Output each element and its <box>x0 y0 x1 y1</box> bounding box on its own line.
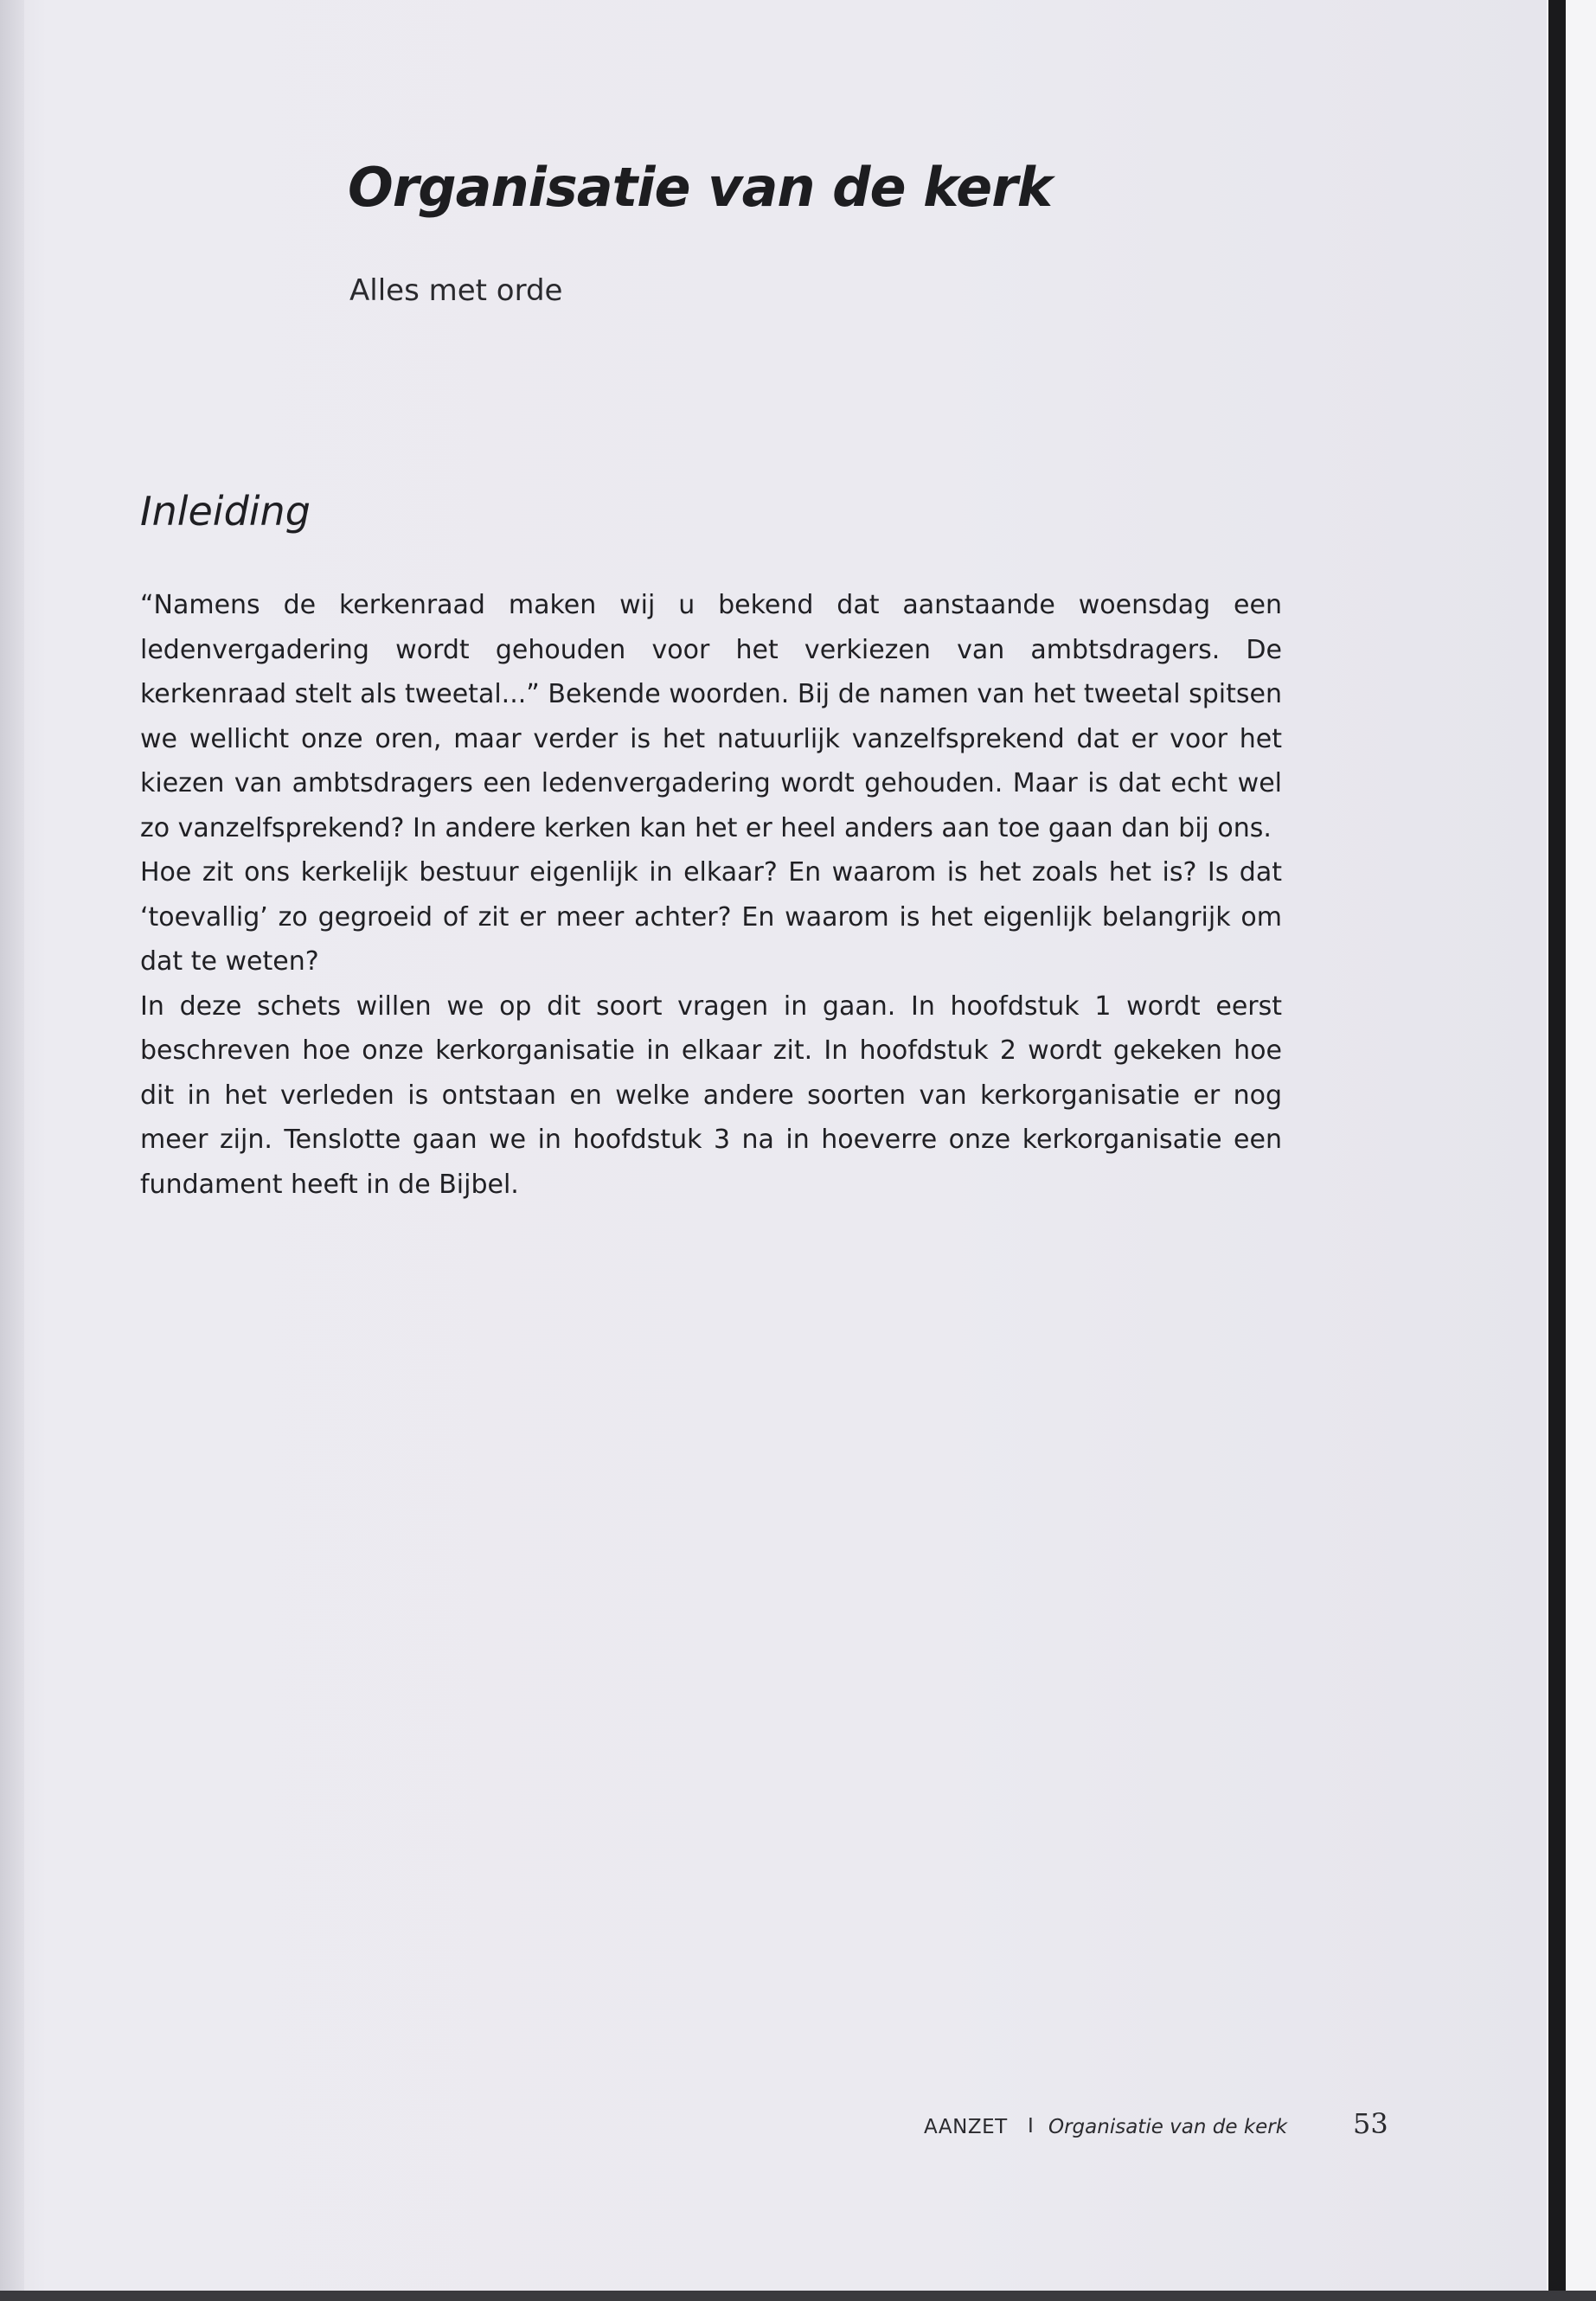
paragraph-1: “Namens de kerkenraad maken wij u bekend dat aanstaande woensdag een ledenvergadering wordt gehouden voor het verkiezen van ambtsdragers. De kerkenraad stelt als tweetal...” Bekende woorden. Bij de namen van het tweetal spitsen we wellicht onze oren, maar verder is het natuurlijk vanzelfsprekend dat er voor het kiezen van ambtsdragers een ledenvergadering wordt gehouden. Maar is dat echt wel zo vanzelfsprekend? In andere kerken kan het er heel anders aan toe gaan dan bij ons. <box>140 590 1282 843</box>
footer-series-name: AANZET <box>924 2116 1008 2138</box>
running-footer <box>924 2111 1391 2149</box>
page-number: 53 <box>1353 2107 1388 2140</box>
chapter-subtitle: Alles met orde <box>349 273 563 308</box>
footer-separator: I <box>1028 2115 1034 2138</box>
paragraph-3: In deze schets willen we op dit soort vragen in gaan. In hoofdstuk 1 wordt eerst beschreven hoe onze kerkorganisatie in elkaar zit. In hoofdstuk 2 wordt gekeken hoe dit in het verleden is ontstaan en welke andere soorten van kerkorganisatie er nog meer zijn. Tenslotte gaan we in hoofdstuk 3 na in hoeverre onze kerkorganisatie een fundament heeft in de Bijbel. <box>140 990 1282 1200</box>
body-text <box>140 583 1282 1207</box>
chapter-title: Organisatie van de kerk <box>348 156 1053 219</box>
scan-dark-edge-right <box>1548 0 1566 2301</box>
page-edge-shadow <box>0 0 24 2291</box>
footer-chapter-title: Organisatie van de kerk <box>1048 2116 1288 2138</box>
paragraph-2: Hoe zit ons kerkelijk bestuur eigenlijk in elkaar? En waarom is het zoals het is? Is dat ‘toevallig’ zo gegroeid of zit er meer achter? En waarom is het eigenlijk belangrijk om dat te weten? <box>140 857 1282 977</box>
scan-dark-edge-bottom <box>0 2291 1596 2301</box>
section-heading: Inleiding <box>140 488 311 535</box>
